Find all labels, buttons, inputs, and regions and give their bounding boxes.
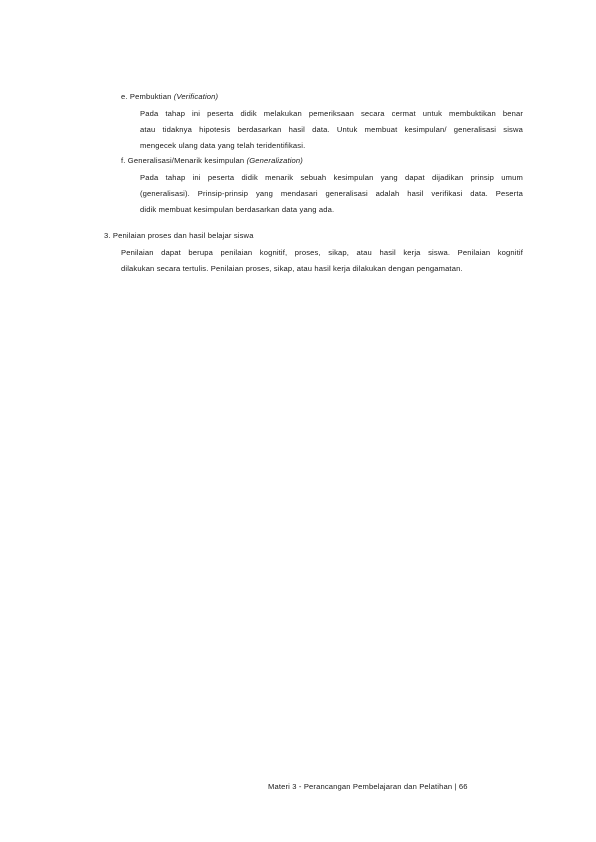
section-3-line-1: Penilaian dapat berupa penilaian kognitif, proses, sikap, atau hasil kerja siswa. Penilaian kognitif [121, 248, 523, 257]
section-f-marker: f. [121, 156, 126, 165]
section-e-line-2: atau tidaknya hipotesis berdasarkan hasil data. Untuk membuat kesimpulan/ generalisasi siswa [140, 125, 523, 134]
section-f-title: Generalisasi/Menarik kesimpulan [127, 156, 245, 165]
page-footer: Materi 3 - Perancangan Pembelajaran dan Pelatihan | 66 [268, 782, 468, 791]
section-e-marker: e. [121, 92, 128, 101]
section-3-line-2: dilakukan secara tertulis. Penilaian proses, sikap, atau hasil kerja dilakukan dengan pengamatan. [121, 264, 463, 273]
section-f-title-em: (Generalization) [246, 156, 303, 165]
section-3-title: Penilaian proses dan hasil belajar siswa [112, 231, 254, 240]
section-e-line-3: mengecek ulang data yang telah teridentifikasi. [140, 141, 306, 150]
section-e-title-em: (Verification) [173, 92, 219, 101]
section-f-line-3: didik membuat kesimpulan berdasarkan data yang ada. [140, 205, 335, 214]
section-e-title: Pembuktian [129, 92, 172, 101]
section-e-heading [121, 92, 218, 102]
section-f-line-2: (generalisasi). Prinsip-prinsip yang mendasari generalisasi adalah hasil verifikasi data. Peserta [140, 189, 523, 198]
section-f-heading [121, 156, 303, 166]
section-f-line-1: Pada tahap ini peserta didik menarik sebuah kesimpulan yang dapat dijadikan prinsip umum [140, 173, 523, 182]
section-e-line-1: Pada tahap ini peserta didik melakukan pemeriksaan secara cermat untuk membuktikan benar [140, 109, 523, 118]
section-3-heading [104, 231, 254, 241]
section-3-marker: 3. [104, 231, 111, 240]
